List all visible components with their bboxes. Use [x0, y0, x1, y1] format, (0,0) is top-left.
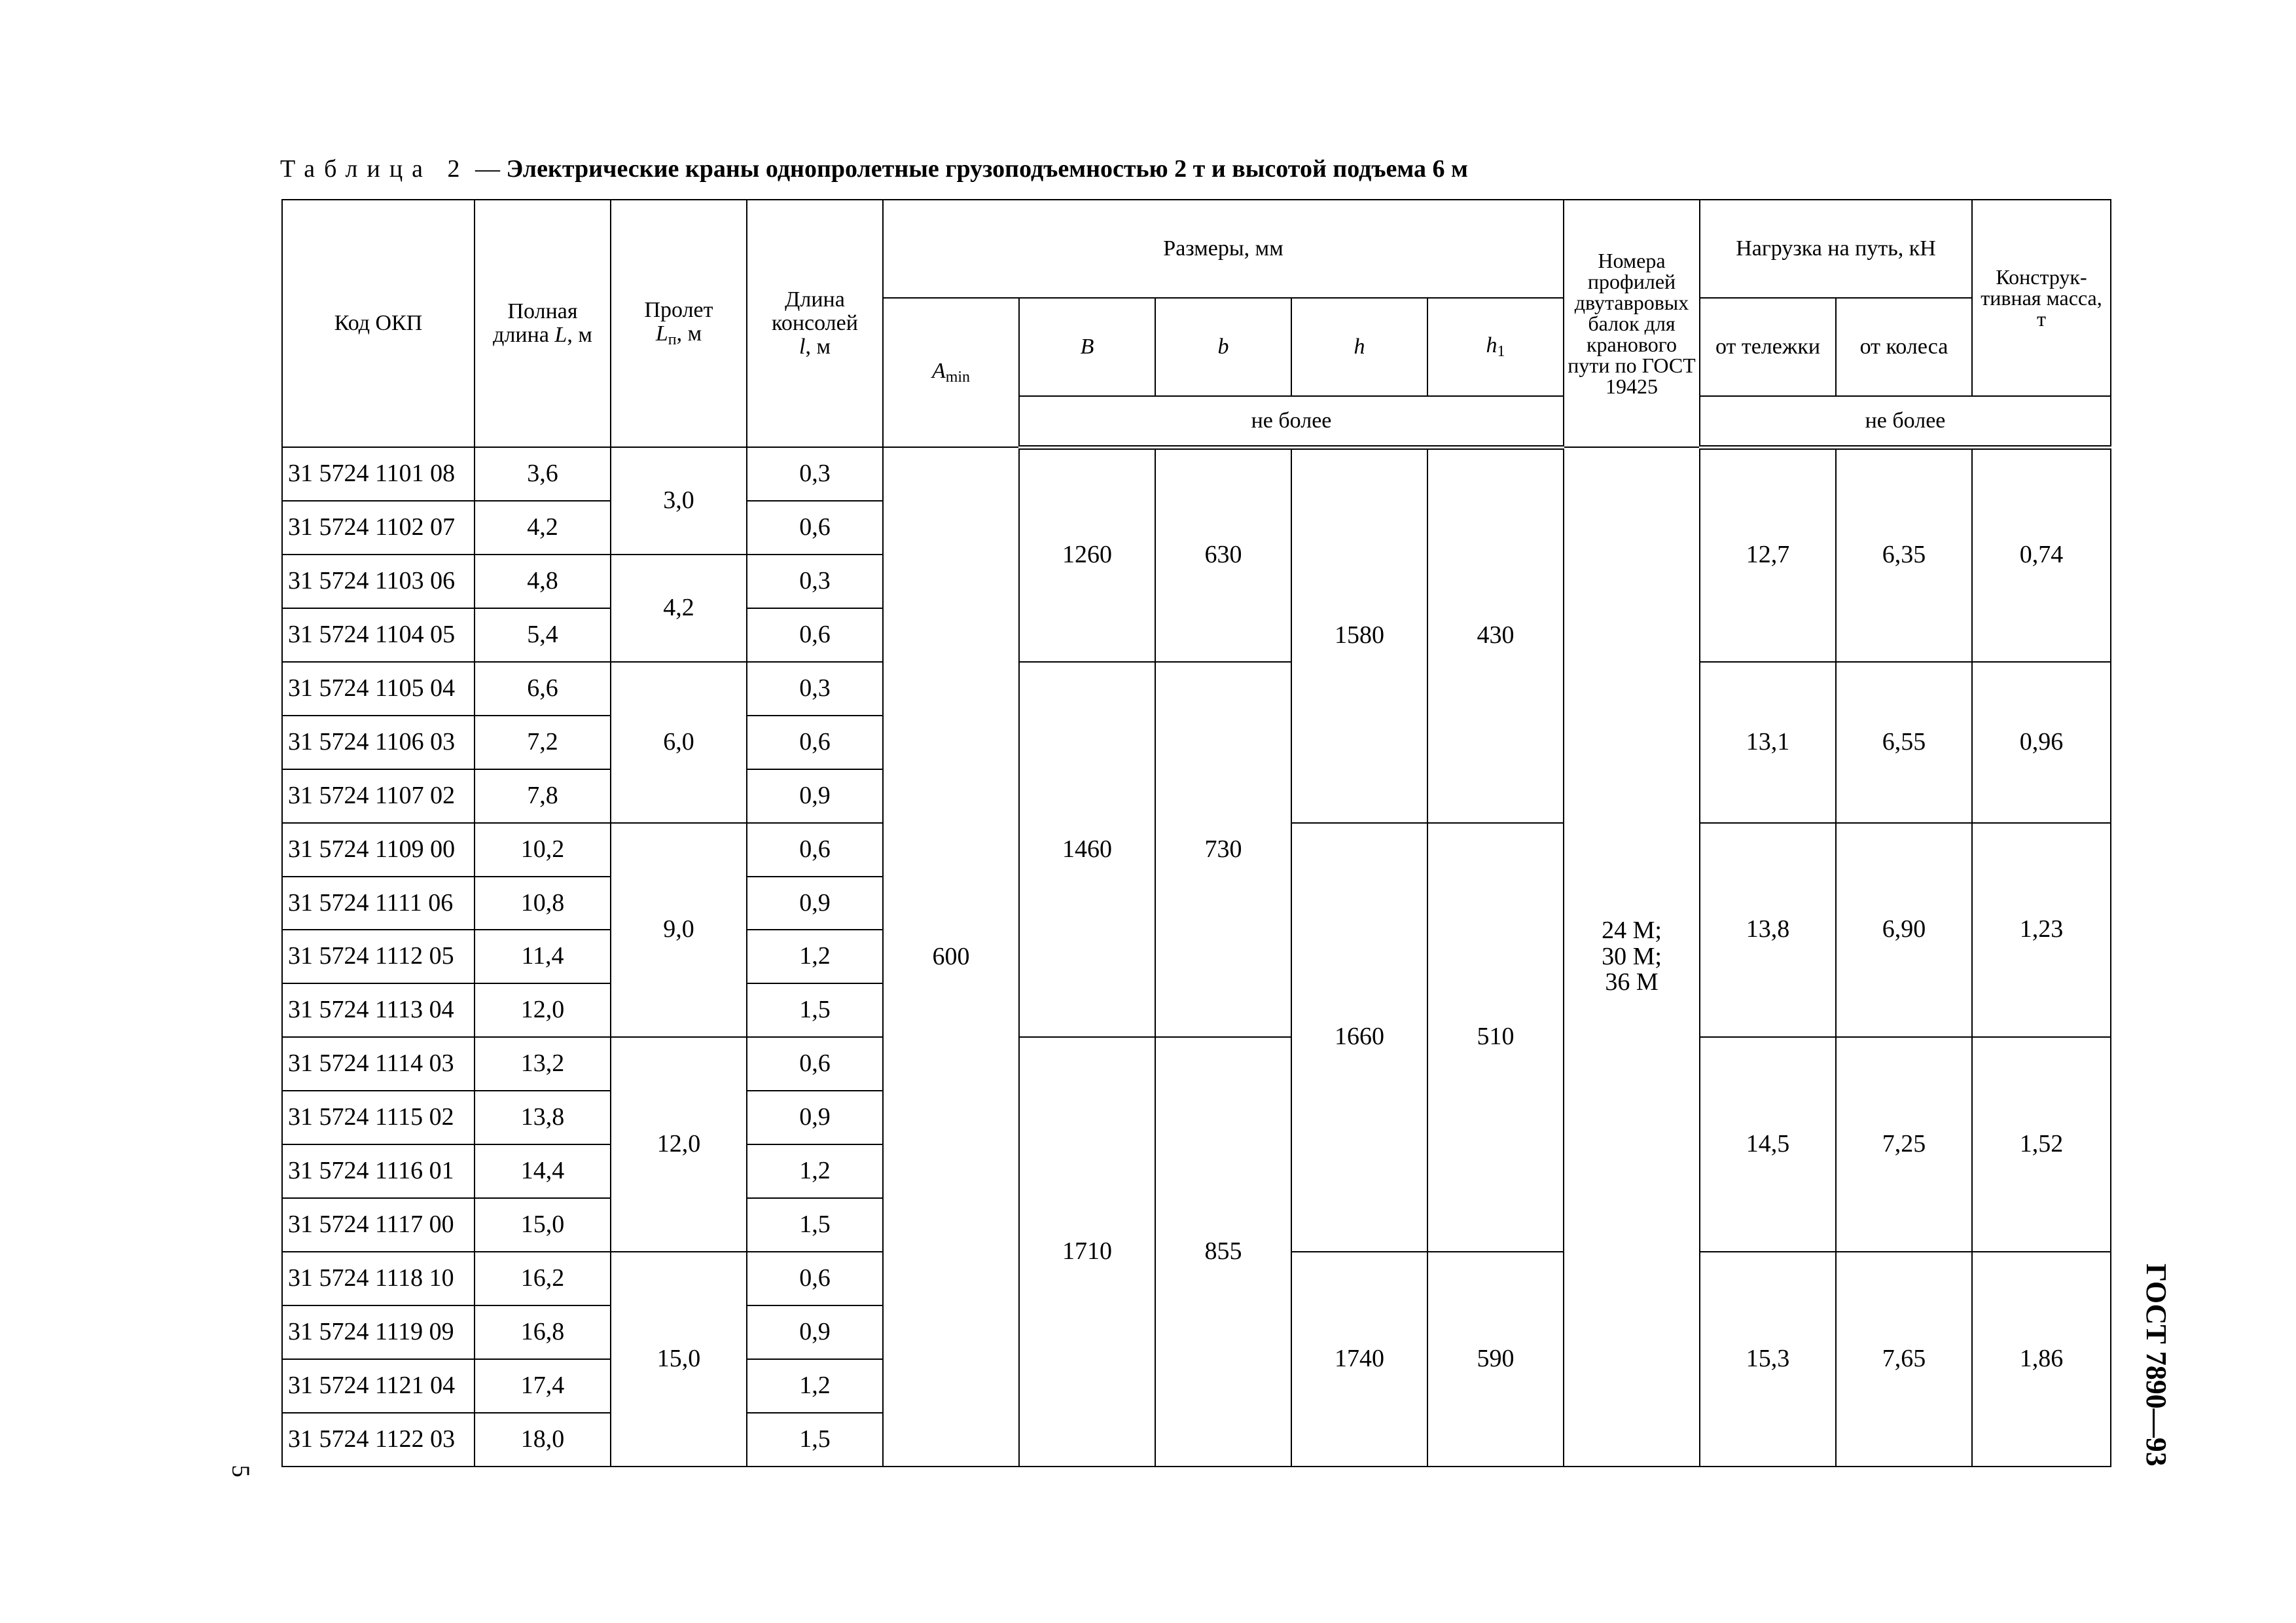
table-row	[282, 662, 2111, 716]
header-h1-sub: 1	[1497, 342, 1505, 360]
cell-full-length: 5,4	[475, 608, 611, 662]
cell-mass: 1,86	[1972, 1252, 2111, 1467]
header-a-min-sub: min	[945, 368, 971, 386]
header-code: Код ОКП	[282, 200, 475, 447]
cell-load-trolley: 12,7	[1700, 447, 1836, 662]
cell-b: 730	[1155, 662, 1291, 1038]
cell-mass: 1,52	[1972, 1037, 2111, 1252]
header-a-min-sym: A	[931, 358, 946, 383]
header-b	[1155, 298, 1291, 396]
cell-console: 0,6	[747, 716, 883, 769]
header-console-a: Длина	[785, 287, 845, 312]
cell-full-length: 6,6	[475, 662, 611, 716]
header-not-more: не более	[1019, 396, 1564, 447]
cell-code: 31 5724 1101 08	[282, 447, 475, 501]
cell-load-wheel: 7,65	[1836, 1252, 1972, 1467]
cell-code: 31 5724 1109 00	[282, 823, 475, 877]
cell-code: 31 5724 1122 03	[282, 1413, 475, 1467]
cell-code: 31 5724 1119 09	[282, 1305, 475, 1359]
header-console	[747, 200, 883, 447]
cell-console: 1,2	[747, 1359, 883, 1413]
cell-full-length: 4,8	[475, 555, 611, 608]
cell-full-length: 17,4	[475, 1359, 611, 1413]
cell-console: 0,6	[747, 608, 883, 662]
header-span-unit: , м	[676, 321, 702, 346]
header-h1	[1427, 298, 1564, 396]
cell-mass: 0,96	[1972, 662, 2111, 823]
cell-profiles	[1564, 447, 1700, 1467]
header-span-sub: п	[668, 331, 677, 348]
cell-console: 1,2	[747, 930, 883, 983]
cell-full-length: 13,2	[475, 1037, 611, 1091]
header-load: Нагрузка на путь, кН	[1700, 200, 1972, 298]
header-profiles: Номера профилей двутавровых балок для кранового пути по ГОСТ 19425	[1564, 200, 1700, 447]
cell-h1: 430	[1427, 447, 1564, 823]
cell-h: 1580	[1291, 447, 1427, 823]
cell-load-wheel: 7,25	[1836, 1037, 1972, 1252]
cell-full-length: 7,8	[475, 769, 611, 823]
cell-code: 31 5724 1113 04	[282, 983, 475, 1037]
cell-console: 0,3	[747, 447, 883, 501]
table-row	[282, 447, 2111, 501]
cell-code: 31 5724 1116 01	[282, 1144, 475, 1198]
cell-mass: 0,74	[1972, 447, 2111, 662]
cell-code: 31 5724 1111 06	[282, 877, 475, 930]
cell-h: 1660	[1291, 823, 1427, 1252]
cell-console: 0,9	[747, 1091, 883, 1144]
cell-code: 31 5724 1102 07	[282, 501, 475, 555]
cell-full-length: 11,4	[475, 930, 611, 983]
table-row	[282, 1037, 2111, 1091]
cell-h1: 510	[1427, 823, 1564, 1252]
cell-console: 0,6	[747, 1037, 883, 1091]
header-full-length-sym: L	[554, 323, 567, 347]
cell-code: 31 5724 1107 02	[282, 769, 475, 823]
header-span-a: Пролет	[644, 298, 713, 323]
header-full-length	[475, 200, 611, 447]
header-full-length-b: длина	[493, 323, 555, 347]
table-caption	[280, 155, 1468, 183]
cell-code: 31 5724 1115 02	[282, 1091, 475, 1144]
header-b-sym: b	[1217, 335, 1229, 359]
header-console-sym: l	[799, 334, 806, 359]
cell-load-trolley: 14,5	[1700, 1037, 1836, 1252]
header-B-sym: B	[1080, 335, 1094, 359]
cell-B: 1460	[1019, 662, 1155, 1038]
cell-h1: 590	[1427, 1252, 1564, 1467]
cell-full-length: 16,8	[475, 1305, 611, 1359]
profile-value: 24 М;	[1602, 916, 1662, 944]
cell-console: 0,9	[747, 877, 883, 930]
cell-full-length: 18,0	[475, 1413, 611, 1467]
cell-load-trolley: 15,3	[1700, 1252, 1836, 1467]
header-h1-sym: h	[1486, 333, 1498, 357]
cell-console: 0,9	[747, 769, 883, 823]
header-from-wheel: от колеса	[1836, 298, 1972, 396]
cell-full-length: 15,0	[475, 1198, 611, 1252]
cell-load-wheel: 6,90	[1836, 823, 1972, 1038]
cell-mass: 1,23	[1972, 823, 2111, 1038]
cell-console: 0,9	[747, 1305, 883, 1359]
header-dimensions: Размеры, мм	[883, 200, 1564, 298]
header-not-more-2: не более	[1700, 396, 2111, 447]
cell-code: 31 5724 1105 04	[282, 662, 475, 716]
cell-console: 1,5	[747, 983, 883, 1037]
cell-console: 0,6	[747, 501, 883, 555]
cell-span: 12,0	[611, 1037, 747, 1252]
cell-full-length: 16,2	[475, 1252, 611, 1305]
cell-console: 0,3	[747, 555, 883, 608]
cell-console: 1,5	[747, 1413, 883, 1467]
header-h	[1291, 298, 1427, 396]
header-a-min	[883, 298, 1019, 447]
cell-console: 0,6	[747, 823, 883, 877]
cell-span: 4,2	[611, 555, 747, 662]
cell-b: 630	[1155, 447, 1291, 662]
cell-span: 3,0	[611, 447, 747, 555]
cell-load-trolley: 13,1	[1700, 662, 1836, 823]
cell-full-length: 10,8	[475, 877, 611, 930]
cell-full-length: 14,4	[475, 1144, 611, 1198]
cell-code: 31 5724 1117 00	[282, 1198, 475, 1252]
cell-full-length: 12,0	[475, 983, 611, 1037]
cell-code: 31 5724 1104 05	[282, 608, 475, 662]
cell-span: 9,0	[611, 823, 747, 1038]
cell-full-length: 10,2	[475, 823, 611, 877]
cell-full-length: 4,2	[475, 501, 611, 555]
header-h-sym: h	[1354, 335, 1365, 359]
cell-B: 1260	[1019, 447, 1155, 662]
cell-B: 1710	[1019, 1037, 1155, 1467]
header-full-length-unit: , м	[567, 323, 592, 347]
cell-load-wheel: 6,55	[1836, 662, 1972, 823]
cell-full-length: 13,8	[475, 1091, 611, 1144]
cell-a-min: 600	[883, 447, 1019, 1467]
header-span	[611, 200, 747, 447]
profile-value: 30 М;	[1602, 942, 1662, 970]
cell-code: 31 5724 1121 04	[282, 1359, 475, 1413]
cell-full-length: 7,2	[475, 716, 611, 769]
cell-code: 31 5724 1112 05	[282, 930, 475, 983]
caption-dash: —	[469, 155, 507, 183]
profile-value: 36 М	[1605, 968, 1659, 996]
caption-lead: Таблица 2	[280, 155, 469, 183]
caption-title: Электрические краны однопролетные грузоподъемностью 2 т и высотой подъема 6 м	[506, 155, 1468, 183]
cell-b: 855	[1155, 1037, 1291, 1467]
header-mass: Конструк-тивная масса, т	[1972, 200, 2111, 396]
header-B	[1019, 298, 1155, 396]
cell-full-length: 3,6	[475, 447, 611, 501]
cell-code: 31 5724 1114 03	[282, 1037, 475, 1091]
header-from-trolley: от тележки	[1700, 298, 1836, 396]
header-span-sym: L	[655, 321, 668, 346]
cell-load-wheel: 6,35	[1836, 447, 1972, 662]
cell-console: 1,2	[747, 1144, 883, 1198]
page-number: 5	[226, 1465, 255, 1478]
cell-console: 1,5	[747, 1198, 883, 1252]
header-full-length-a: Полная	[507, 299, 578, 324]
header-console-b: консолей	[772, 311, 858, 336]
cell-span: 6,0	[611, 662, 747, 823]
cell-span: 15,0	[611, 1252, 747, 1467]
cell-load-trolley: 13,8	[1700, 823, 1836, 1038]
standard-designation: ГОСТ 7890—93	[2140, 1264, 2172, 1467]
cell-console: 0,6	[747, 1252, 883, 1305]
cell-code: 31 5724 1118 10	[282, 1252, 475, 1305]
crane-table	[281, 199, 2111, 1467]
cell-console: 0,3	[747, 662, 883, 716]
cell-code: 31 5724 1103 06	[282, 555, 475, 608]
header-console-unit: , м	[805, 334, 831, 359]
cell-code: 31 5724 1106 03	[282, 716, 475, 769]
cell-h: 1740	[1291, 1252, 1427, 1467]
